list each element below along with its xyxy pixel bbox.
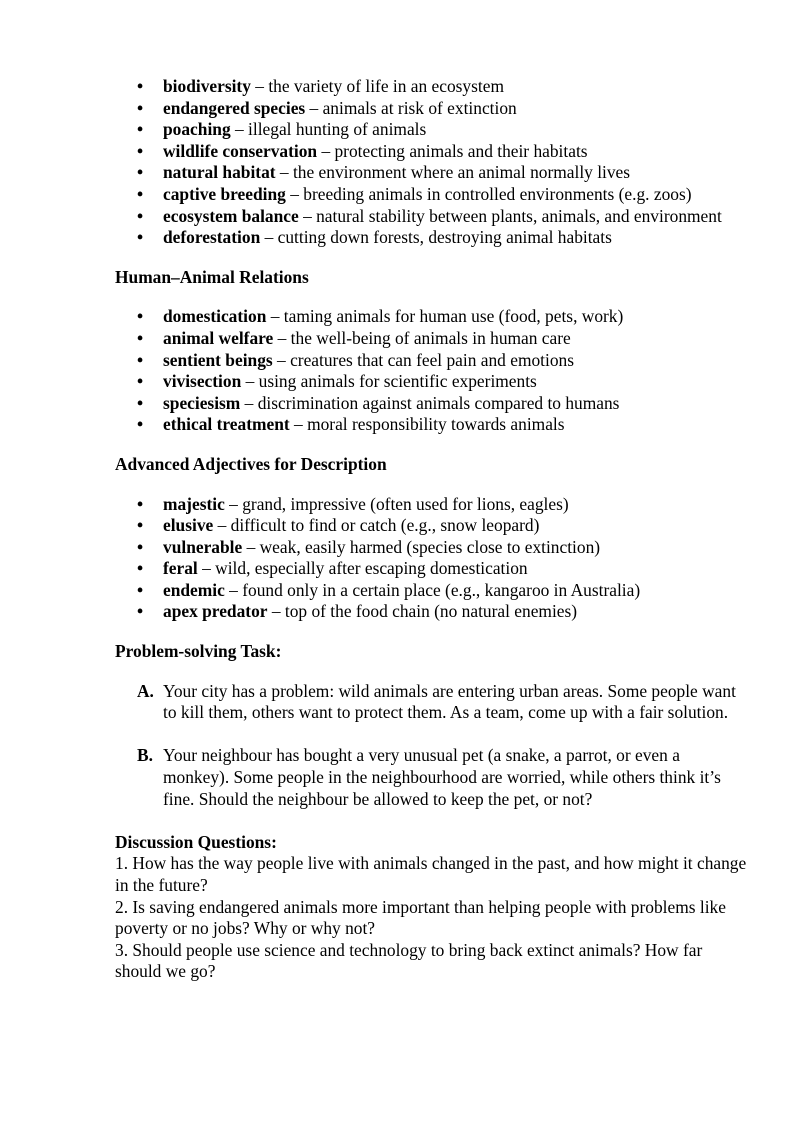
list-item xyxy=(115,515,747,537)
bullet: • xyxy=(137,97,144,118)
definition: – using animals for scientific experiments xyxy=(241,371,537,392)
bullet: • xyxy=(137,327,144,348)
definition: – moral responsibility towards animals xyxy=(289,414,565,435)
list-item xyxy=(115,328,747,350)
bullet: • xyxy=(137,579,144,600)
bullet: • xyxy=(137,493,144,514)
task-text: Your city has a problem: wild animals are entering urban areas. Some people want to kill them, others want to protect them. As a team, come up with a fair solution. xyxy=(163,680,736,723)
term: endangered species xyxy=(163,97,306,118)
list-item xyxy=(115,371,747,393)
list-item xyxy=(115,306,747,328)
bullet: • xyxy=(137,349,144,370)
term: vulnerable xyxy=(163,536,243,557)
term: speciesism xyxy=(163,392,241,413)
bullet: • xyxy=(137,119,144,140)
list-item xyxy=(115,162,747,184)
list-item xyxy=(115,141,747,163)
definition: – illegal hunting of animals xyxy=(230,119,427,140)
term: wildlife conservation xyxy=(163,140,318,161)
definition: – grand, impressive (often used for lions, eagles) xyxy=(224,493,569,514)
definition: – found only in a certain place (e.g., kangaroo in Australia) xyxy=(224,579,641,600)
list-item xyxy=(115,414,747,436)
discussion-question: 2. Is saving endangered animals more important than helping people with problems like poverty or no jobs? Why or why not? xyxy=(115,896,726,939)
list-item xyxy=(115,494,747,516)
term: domestication xyxy=(163,306,267,327)
definition: – discrimination against animals compared to humans xyxy=(240,392,620,413)
term: elusive xyxy=(163,515,214,536)
definition: – weak, easily harmed (species close to extinction) xyxy=(242,536,601,557)
section-heading-discussion: Discussion Questions: xyxy=(115,831,277,852)
intro-term-list xyxy=(115,76,747,249)
list-item xyxy=(115,558,747,580)
definition: – the environment where an animal normally lives xyxy=(275,162,631,183)
term: ethical treatment xyxy=(163,414,290,435)
bullet: • xyxy=(137,162,144,183)
definition: – wild, especially after escaping domestication xyxy=(197,558,528,579)
section-heading-problem-solving: Problem-solving Task: xyxy=(115,641,282,662)
term: poaching xyxy=(163,119,231,140)
discussion-question: 3. Should people use science and technology to bring back extinct animals? How far should we go? xyxy=(115,939,703,982)
bullet: • xyxy=(137,205,144,226)
bullet: • xyxy=(137,140,144,161)
term: apex predator xyxy=(163,601,268,622)
list-item xyxy=(115,537,747,559)
term: majestic xyxy=(163,493,225,514)
document-page xyxy=(115,76,747,983)
term: feral xyxy=(163,558,198,579)
definition: – breeding animals in controlled environments (e.g. zoos) xyxy=(285,183,692,204)
definition: – the well-being of animals in human care xyxy=(273,327,571,348)
list-item xyxy=(115,393,747,415)
term: animal welfare xyxy=(163,327,274,348)
relations-term-list xyxy=(115,306,747,436)
definition: – cutting down forests, destroying animal habitats xyxy=(260,227,612,248)
list-item xyxy=(115,350,747,372)
term: deforestation xyxy=(163,227,261,248)
task-marker: B. xyxy=(137,745,153,766)
term: captive breeding xyxy=(163,183,286,204)
list-item xyxy=(115,206,747,228)
bullet: • xyxy=(137,76,144,96)
list-item xyxy=(115,601,747,623)
discussion-question: 1. How has the way people live with animals changed in the past, and how might it change in the future? xyxy=(115,853,747,895)
list-item xyxy=(115,580,747,602)
definition: – top of the food chain (no natural enemies) xyxy=(267,601,578,622)
term: biodiversity xyxy=(163,76,251,96)
definition: – taming animals for human use (food, pets, work) xyxy=(266,306,624,327)
term: ecosystem balance xyxy=(163,205,299,226)
definition: – difficult to find or catch (e.g., snow leopard) xyxy=(213,515,540,536)
definition: – animals at risk of extinction xyxy=(305,97,517,118)
list-item xyxy=(115,184,747,206)
bullet: • xyxy=(137,558,144,579)
bullet: • xyxy=(137,183,144,204)
adjectives-term-list xyxy=(115,494,747,624)
bullet: • xyxy=(137,515,144,536)
bullet: • xyxy=(137,601,144,622)
bullet: • xyxy=(137,536,144,557)
definition: – the variety of life in an ecosystem xyxy=(250,76,504,96)
list-item xyxy=(115,119,747,141)
list-item xyxy=(115,98,747,120)
bullet: • xyxy=(137,306,144,327)
task-text: Your neighbour has bought a very unusual pet (a snake, a parrot, or even a monkey). Some people in the neighbourhood are worried, while others think it’s fine. Should the neighbour be allowed to keep the pet, or not? xyxy=(163,745,721,809)
term: endemic xyxy=(163,579,225,600)
term: sentient beings xyxy=(163,349,273,370)
term: vivisection xyxy=(163,371,242,392)
section-heading-relations: Human–Animal Relations xyxy=(115,266,309,287)
bullet: • xyxy=(137,371,144,392)
list-item xyxy=(115,227,747,249)
bullet: • xyxy=(137,227,144,248)
list-item xyxy=(115,76,747,98)
task-item xyxy=(115,681,747,724)
definition: – protecting animals and their habitats xyxy=(317,140,588,161)
section-heading-adjectives: Advanced Adjectives for Description xyxy=(115,453,387,474)
definition: – natural stability between plants, animals, and environment xyxy=(298,205,722,226)
task-marker: A. xyxy=(137,680,154,701)
bullet: • xyxy=(137,414,144,435)
term: natural habitat xyxy=(163,162,276,183)
bullet: • xyxy=(137,392,144,413)
task-item xyxy=(115,745,747,810)
definition: – creatures that can feel pain and emotions xyxy=(272,349,574,370)
task-list xyxy=(115,681,747,811)
